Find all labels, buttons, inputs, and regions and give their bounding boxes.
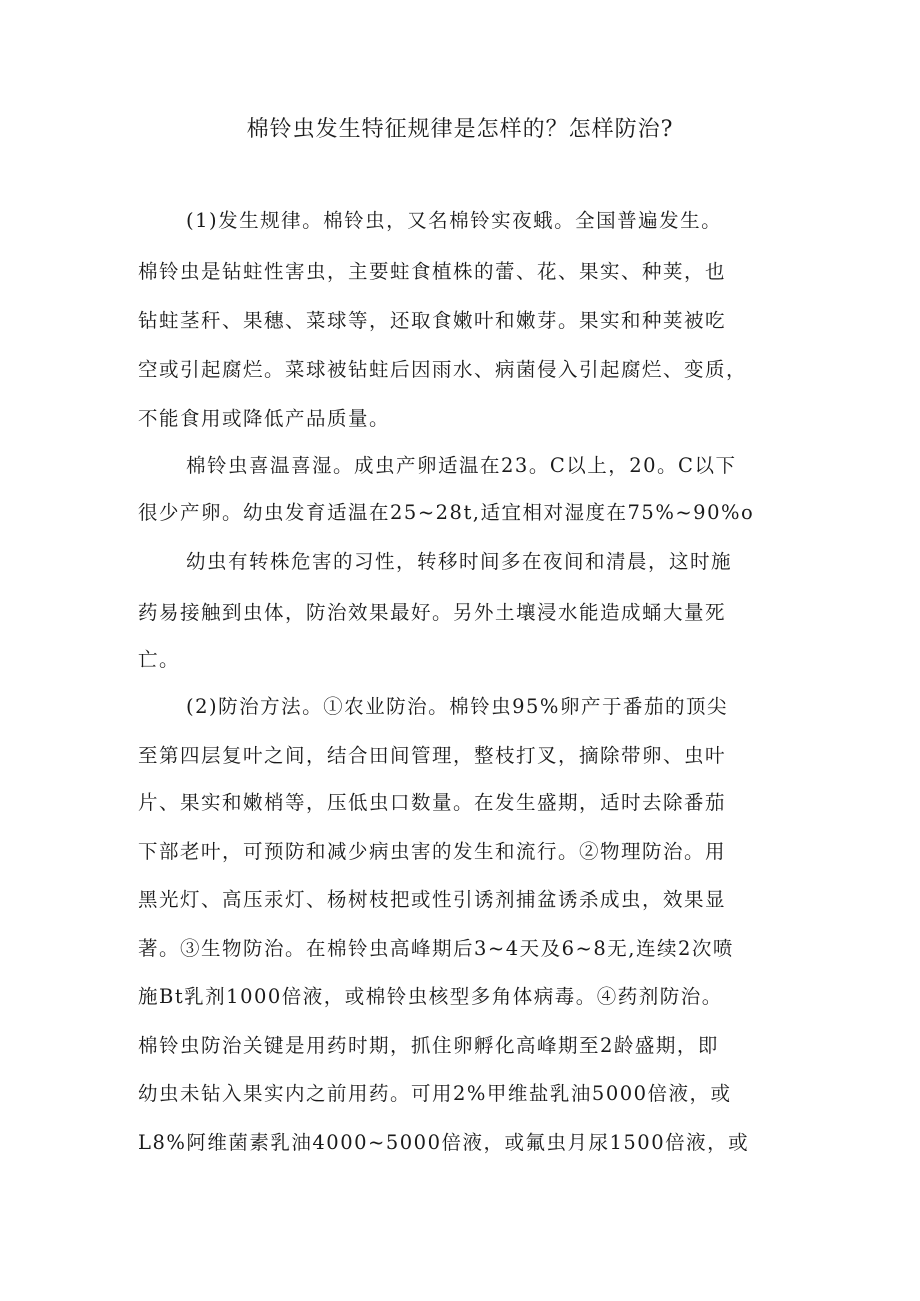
document-title: 棉铃虫发生特征规律是怎样的？怎样防治? bbox=[246, 117, 674, 142]
paragraph-line: 亡。 bbox=[138, 648, 181, 671]
paragraph-line: 钻蛀茎秆、果穗、菜球等，还取食嫩叶和嫩芽。果实和种荚被吃 bbox=[138, 309, 727, 332]
paragraph-line: 空或引起腐烂。菜球被钻蛀后因雨水、病菌侵入引起腐烂、变质， bbox=[138, 358, 748, 381]
paragraph-line: 下部老叶，可预防和减少病虫害的发生和流行。②物理防治。用 bbox=[138, 840, 727, 863]
paragraph-line: 棉铃虫是钻蛀性害虫，主要蛀食植株的蕾、花、果实、种荚，也 bbox=[138, 260, 727, 283]
paragraph-line: 片、果实和嫩梢等，压低虫口数量。在发生盛期，适时去除番茄 bbox=[138, 791, 727, 814]
paragraph-line: L8%阿维菌素乳油4000~5000倍液，或氟虫月尿1500倍液，或 bbox=[138, 1131, 750, 1154]
paragraph-line: 幼虫未钻入果实内之前用药。可用2%甲维盐乳油5000倍液，或 bbox=[138, 1082, 732, 1105]
paragraph-line: 著。③生物防治。在棉铃虫高峰期后3~4天及6~8无,连续2次喷 bbox=[138, 937, 734, 960]
paragraph-line: (1)发生规律。棉铃虫，又名棉铃实夜蛾。全国普遍发生。 bbox=[186, 209, 723, 232]
paragraph-line: 棉铃虫喜温喜湿。成虫产卵适温在23。C以上，20。C以下 bbox=[186, 454, 737, 477]
paragraph-line: 药易接触到虫体，防治效果最好。另外土壤浸水能造成蛹大量死 bbox=[138, 601, 727, 624]
paragraph-line: 幼虫有转株危害的习性，转移时间多在夜间和清晨，这时施 bbox=[186, 550, 733, 573]
paragraph-line: 至第四层复叶之间，结合田间管理，整枝打叉，摘除带卵、虫叶 bbox=[138, 744, 727, 767]
paragraph-line: 施Bt乳剂1000倍液，或棉铃虫核型多角体病毒。④药剂防治。 bbox=[138, 985, 723, 1008]
paragraph-line: 棉铃虫防治关键是用药时期，抓住卵孵化高峰期至2龄盛期，即 bbox=[138, 1034, 719, 1057]
paragraph-line: 不能食用或降低产品质量。 bbox=[138, 407, 391, 430]
paragraph-line: 很少产卵。幼虫发育适温在25~28t,适宜相对湿度在75%~90%o bbox=[138, 501, 755, 524]
paragraph-line: 黑光灯、高压汞灯、杨树枝把或性引诱剂捕盆诱杀成虫，效果显 bbox=[138, 888, 727, 911]
paragraph-line: (2)防治方法。①农业防治。棉铃虫95%卵产于番茄的顶尖 bbox=[186, 695, 728, 718]
